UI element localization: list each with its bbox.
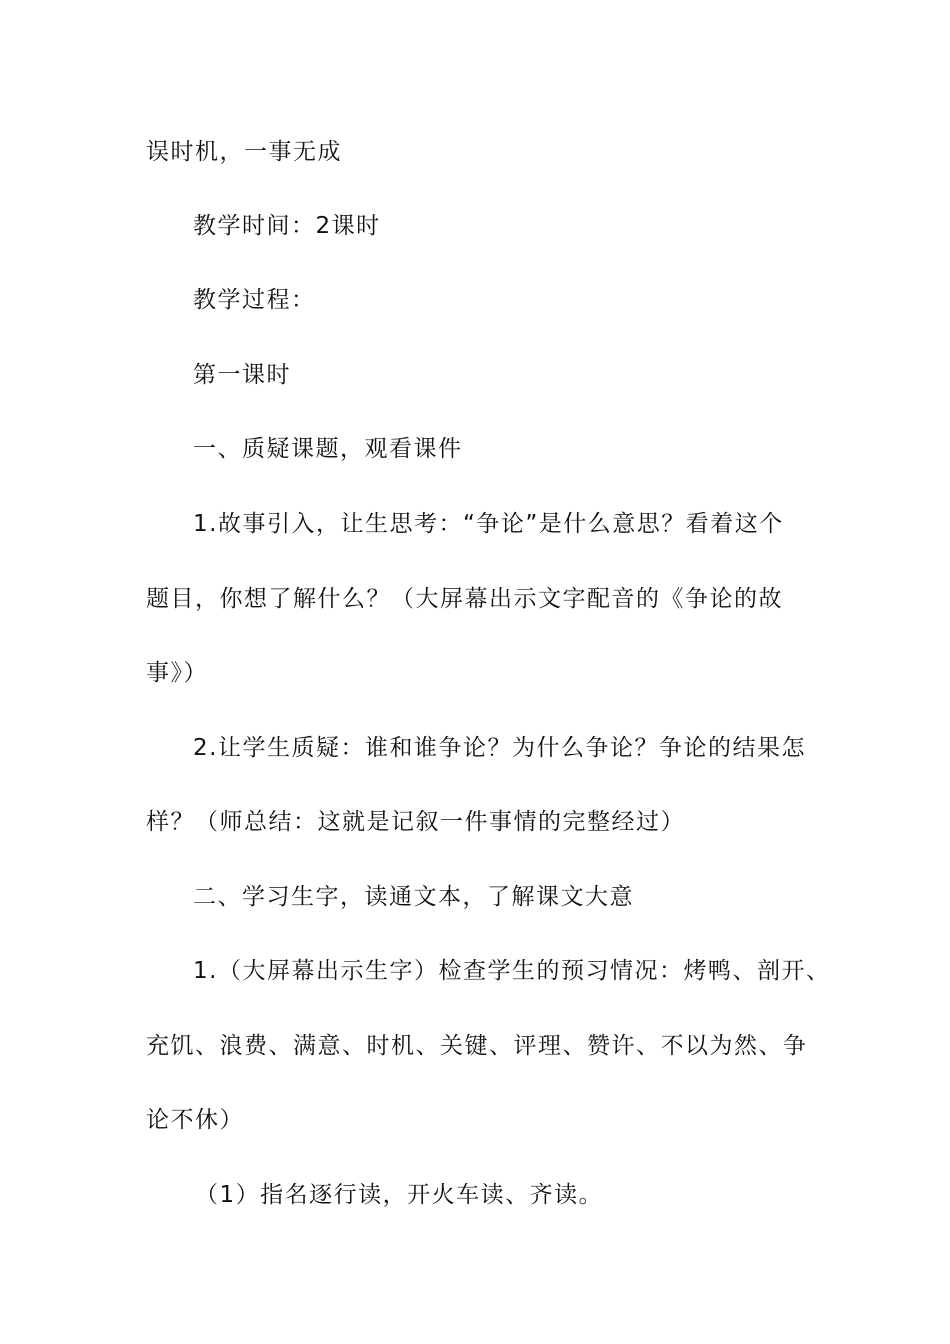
text-line-13: 充饥、浪费、满意、时机、关键、评理、赞许、不以为然、争 xyxy=(146,1033,808,1059)
text-line-10: 样？（师总结：这就是记叙一件事情的完整经过） xyxy=(146,809,685,835)
section-heading-1: 一、质疑课题，观看课件 xyxy=(193,436,463,462)
text-line-9: 2.让学生质疑：谁和谁争论？为什么争论？争论的结果怎 xyxy=(193,735,806,761)
text-line-3: 教学过程： xyxy=(193,287,316,313)
text-line-4: 第一课时 xyxy=(193,362,291,388)
text-line-6: 1.故事引入，让生思考：“争论”是什么意思？看着这个 xyxy=(193,511,784,537)
text-line-2: 教学时间：2课时 xyxy=(193,213,381,239)
text-line-15: （1）指名逐行读，开火车读、齐读。 xyxy=(195,1182,604,1208)
text-line-1: 误时机，一事无成 xyxy=(146,139,342,165)
text-line-14: 论不休） xyxy=(146,1107,244,1133)
text-line-7: 题目，你想了解什么？（大屏幕出示文字配音的《争论的故 xyxy=(146,586,783,612)
section-heading-2: 二、学习生字，读通文本，了解课文大意 xyxy=(193,884,634,910)
text-line-12: 1.（大屏幕出示生字）检查学生的预习情况：烤鸭、剖开、 xyxy=(193,958,831,984)
text-line-8: 事》） xyxy=(146,660,208,686)
